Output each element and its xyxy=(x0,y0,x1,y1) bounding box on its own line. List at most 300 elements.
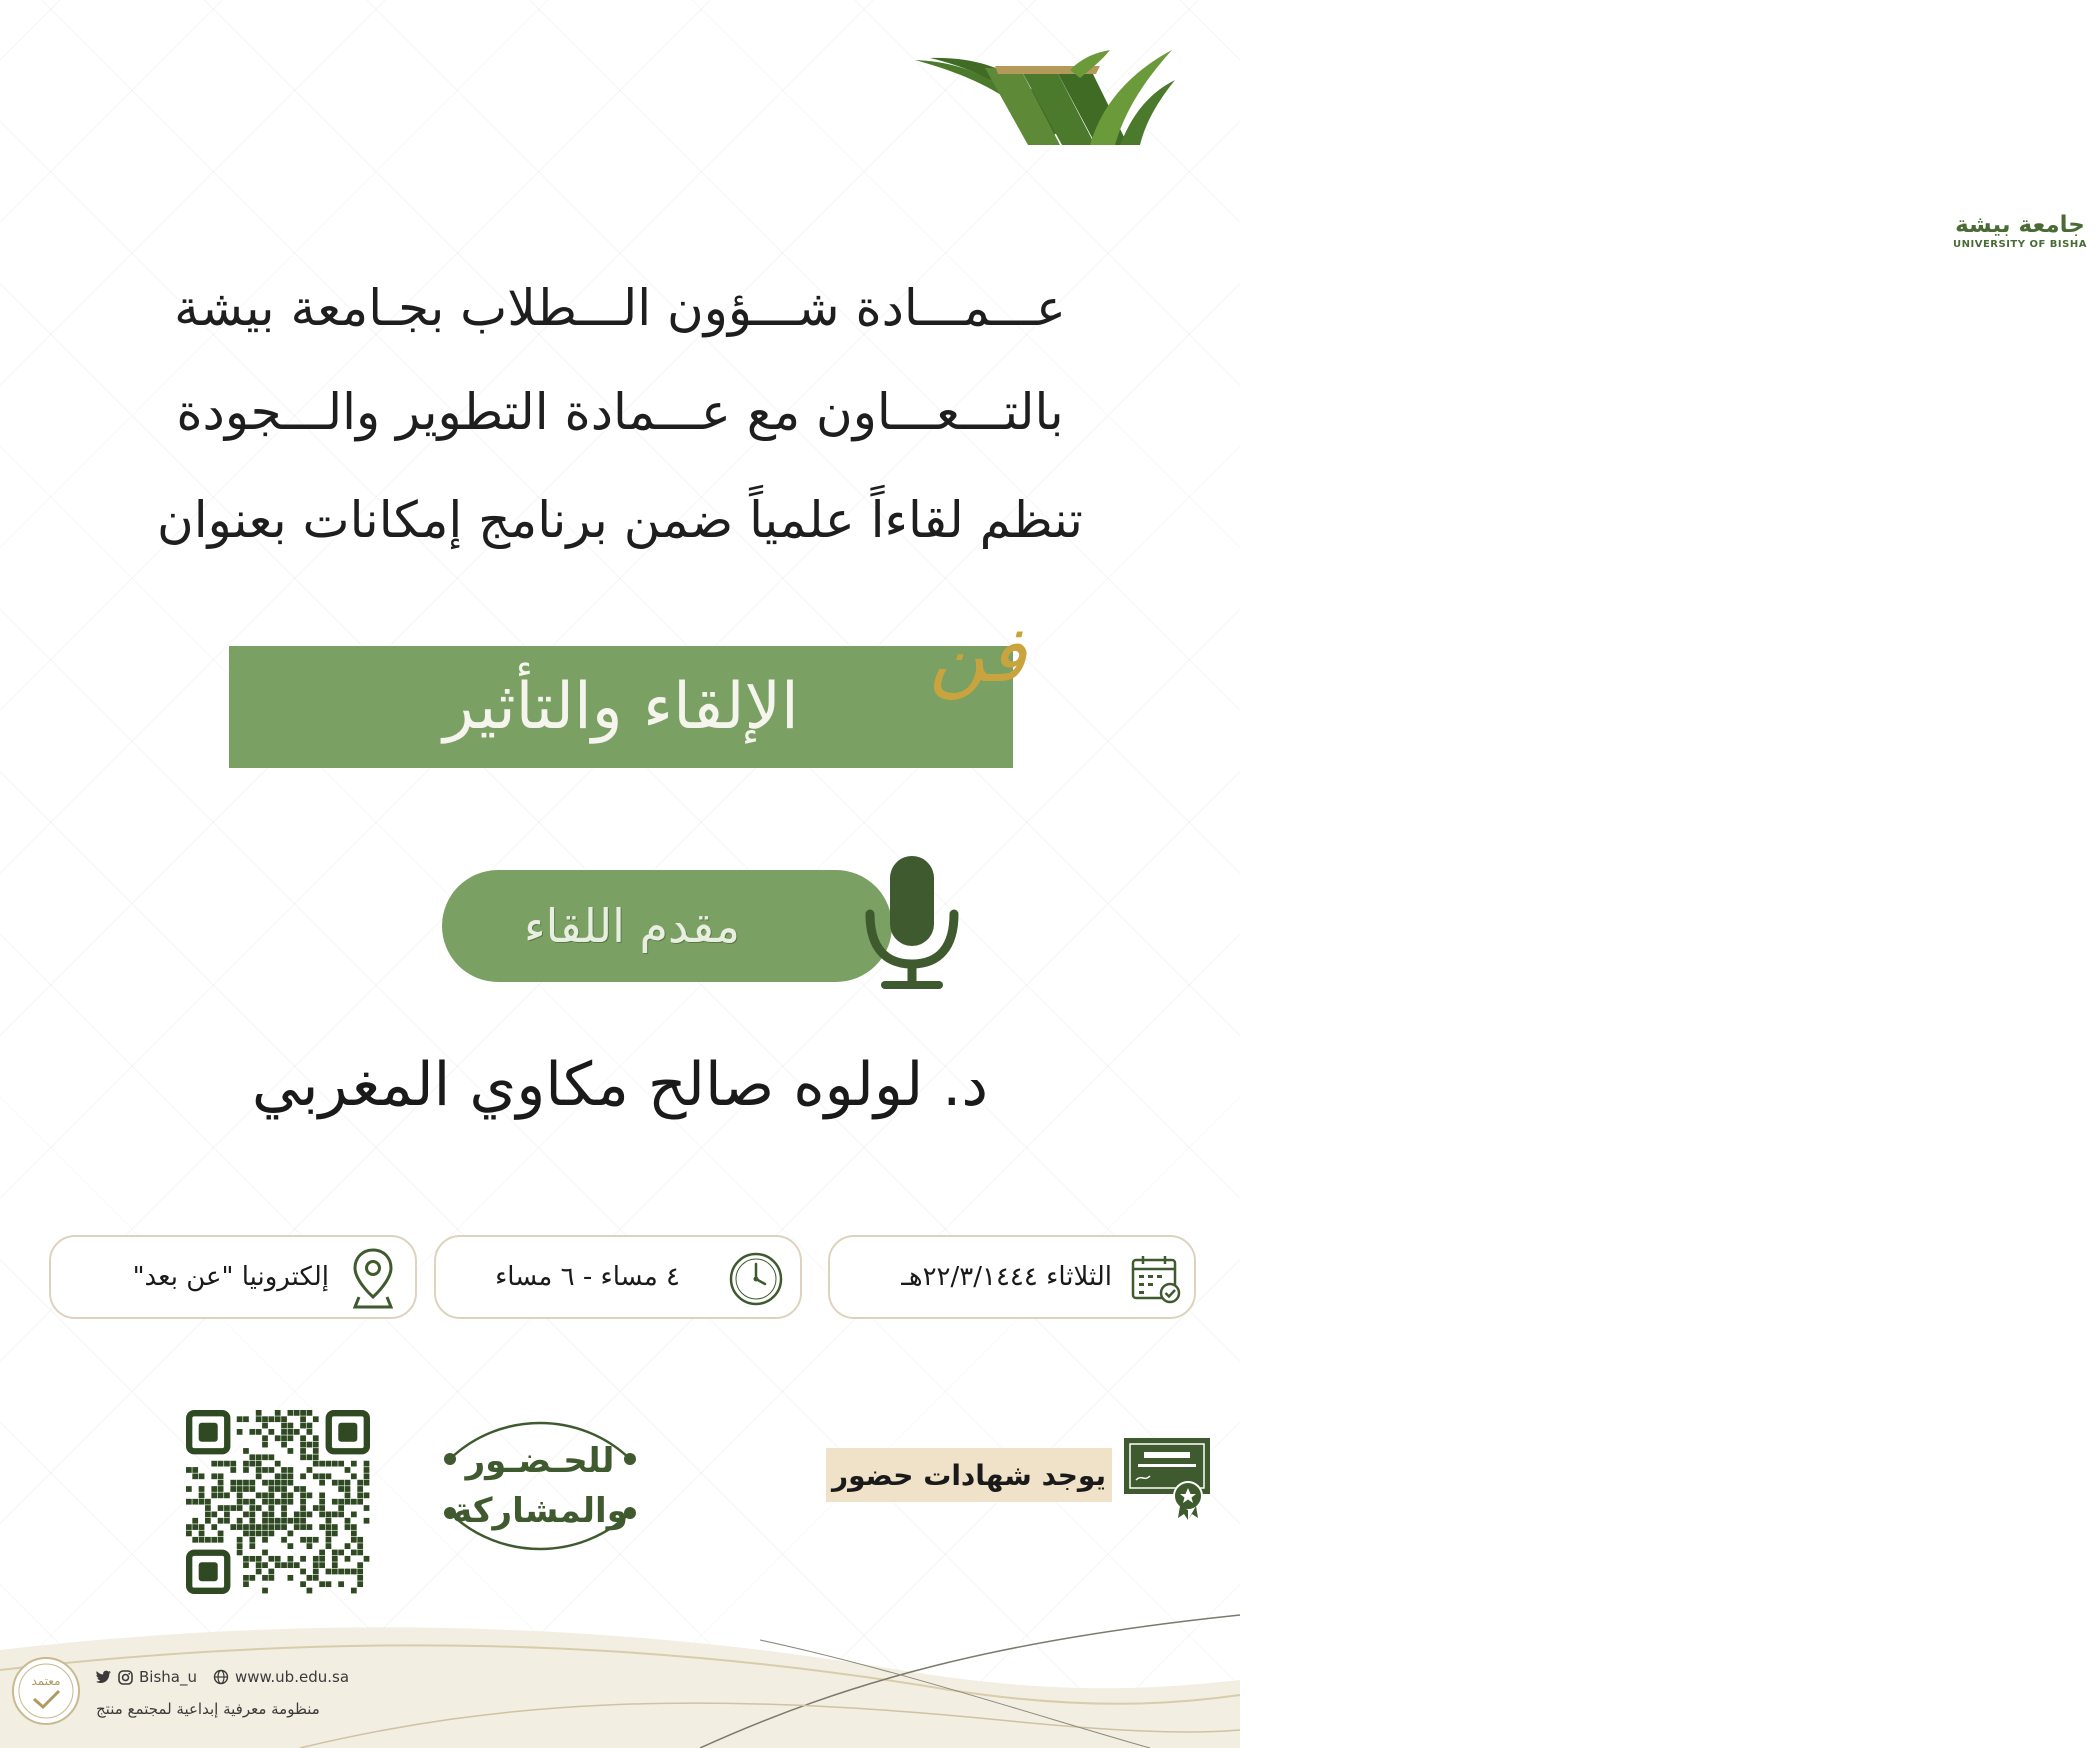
qr-module xyxy=(243,1467,249,1473)
qr-module xyxy=(364,1461,370,1467)
qr-module xyxy=(268,1531,274,1537)
qr-module xyxy=(268,1467,274,1473)
qr-module xyxy=(256,1467,262,1473)
qr-module xyxy=(230,1524,236,1530)
qr-module xyxy=(211,1461,217,1467)
qr-module xyxy=(237,1524,243,1530)
logo-leaves-icon xyxy=(910,50,1180,165)
qr-module xyxy=(307,1492,313,1498)
qr-module xyxy=(218,1518,224,1524)
qr-module xyxy=(281,1416,287,1422)
footer-slogan: منظومة معرفية إبداعية لمجتمع منتج xyxy=(96,1700,320,1718)
qr-module xyxy=(262,1467,268,1473)
qr-module xyxy=(256,1492,262,1498)
qr-module xyxy=(281,1505,287,1511)
qr-module xyxy=(211,1512,217,1518)
qr-module xyxy=(211,1492,217,1498)
qr-module xyxy=(326,1512,332,1518)
qr-module xyxy=(338,1581,344,1587)
qr-module xyxy=(288,1467,294,1473)
qr-module xyxy=(262,1524,268,1530)
qr-module xyxy=(211,1486,217,1492)
university-logo xyxy=(910,50,2087,250)
qr-module xyxy=(345,1467,351,1473)
qr-module xyxy=(237,1505,243,1511)
qr-module xyxy=(326,1569,332,1575)
qr-module xyxy=(332,1550,338,1556)
logo-english-name: UNIVERSITY OF BISHA xyxy=(1953,239,2087,250)
qr-module xyxy=(300,1442,306,1448)
qr-module xyxy=(319,1524,325,1530)
qr-module xyxy=(275,1473,281,1479)
qr-module xyxy=(281,1562,287,1568)
qr-module xyxy=(300,1581,306,1587)
qr-module xyxy=(262,1423,268,1429)
qr-module xyxy=(288,1429,294,1435)
qr-module xyxy=(205,1505,211,1511)
qr-module xyxy=(249,1531,255,1537)
qr-module xyxy=(281,1486,287,1492)
qr-module xyxy=(313,1569,319,1575)
qr-module xyxy=(338,1505,344,1511)
qr-module xyxy=(281,1524,287,1530)
qr-module xyxy=(364,1505,370,1511)
qr-module xyxy=(294,1518,300,1524)
qr-module xyxy=(300,1423,306,1429)
qr-module xyxy=(281,1435,287,1441)
qr-module xyxy=(288,1518,294,1524)
info-time-text: ٤ مساء - ٦ مساء xyxy=(495,1262,680,1292)
qr-module xyxy=(357,1562,363,1568)
qr-module xyxy=(288,1575,294,1581)
qr-module xyxy=(249,1518,255,1524)
clock-icon xyxy=(728,1251,784,1307)
qr-module xyxy=(345,1480,351,1486)
qr-module xyxy=(192,1467,198,1473)
qr-module xyxy=(319,1499,325,1505)
qr-module xyxy=(351,1531,357,1537)
qr-module xyxy=(243,1556,249,1562)
qr-module xyxy=(319,1581,325,1587)
twitter-icon[interactable] xyxy=(96,1670,112,1684)
qr-module xyxy=(249,1575,255,1581)
qr-module xyxy=(256,1454,262,1460)
qr-module xyxy=(218,1473,224,1479)
qr-module xyxy=(319,1492,325,1498)
qr-module xyxy=(192,1499,198,1505)
qr-module xyxy=(288,1435,294,1441)
qr-module xyxy=(256,1562,262,1568)
qr-module xyxy=(243,1581,249,1587)
qr-module xyxy=(186,1524,192,1530)
qr-module xyxy=(205,1518,211,1524)
qr-module xyxy=(186,1467,192,1473)
qr-module xyxy=(281,1473,287,1479)
qr-module xyxy=(262,1562,268,1568)
qr-module xyxy=(364,1467,370,1473)
qr-module xyxy=(307,1588,313,1594)
qr-module xyxy=(237,1518,243,1524)
qr-module xyxy=(262,1454,268,1460)
qr-module xyxy=(268,1556,274,1562)
qr-module xyxy=(326,1531,332,1537)
qr-module xyxy=(288,1410,294,1416)
qr-module xyxy=(300,1569,306,1575)
qr-module xyxy=(237,1537,243,1543)
qr-module xyxy=(351,1537,357,1543)
qr-module xyxy=(338,1486,344,1492)
info-date-text: الثلاثاء ٢٢/٣/١٤٤٤هـ xyxy=(901,1262,1112,1292)
qr-module xyxy=(262,1588,268,1594)
qr-module xyxy=(262,1492,268,1498)
qr-module xyxy=(332,1556,338,1562)
qr-module xyxy=(192,1518,198,1524)
qr-module xyxy=(288,1543,294,1549)
qr-module xyxy=(199,1499,205,1505)
qr-module xyxy=(332,1569,338,1575)
qr-finder-center xyxy=(199,1562,218,1581)
qr-module xyxy=(199,1486,205,1492)
qr-module xyxy=(262,1575,268,1581)
qr-module xyxy=(268,1575,274,1581)
qr-module xyxy=(218,1537,224,1543)
qr-module xyxy=(288,1480,294,1486)
qr-module xyxy=(268,1518,274,1524)
certificate-icon xyxy=(1122,1436,1212,1520)
accreditation-badge xyxy=(10,1655,82,1727)
qr-module xyxy=(351,1499,357,1505)
attendance-badge xyxy=(440,1415,640,1565)
qr-module xyxy=(243,1416,249,1422)
qr-module xyxy=(338,1461,344,1467)
qr-module xyxy=(300,1410,306,1416)
qr-module xyxy=(268,1569,274,1575)
qr-module xyxy=(300,1499,306,1505)
title-text: الإلقاء والتأثير xyxy=(443,670,799,744)
qr-module xyxy=(275,1486,281,1492)
qr-module xyxy=(300,1556,306,1562)
qr-module xyxy=(256,1429,262,1435)
qr-module xyxy=(313,1416,319,1422)
qr-module xyxy=(357,1480,363,1486)
qr-module xyxy=(275,1524,281,1530)
qr-module xyxy=(262,1499,268,1505)
info-time-box xyxy=(434,1235,802,1319)
qr-module xyxy=(313,1473,319,1479)
presenter-pill xyxy=(442,870,892,982)
qr-module xyxy=(256,1524,262,1530)
qr-finder-center xyxy=(338,1423,357,1442)
qr-module xyxy=(205,1537,211,1543)
qr-module xyxy=(262,1537,268,1543)
footer-website[interactable]: www.ub.edu.sa xyxy=(234,1668,350,1686)
qr-module xyxy=(230,1505,236,1511)
qr-module xyxy=(218,1531,224,1537)
qr-module xyxy=(307,1575,313,1581)
qr-module xyxy=(256,1569,262,1575)
qr-module xyxy=(281,1518,287,1524)
qr-module xyxy=(281,1499,287,1505)
qr-module xyxy=(294,1429,300,1435)
qr-module xyxy=(268,1524,274,1530)
qr-module xyxy=(326,1473,332,1479)
qr-module xyxy=(319,1512,325,1518)
qr-module xyxy=(357,1569,363,1575)
qr-module xyxy=(288,1448,294,1454)
qr-module xyxy=(307,1543,313,1549)
qr-module xyxy=(237,1543,243,1549)
qr-module xyxy=(364,1518,370,1524)
qr-module xyxy=(300,1518,306,1524)
qr-module xyxy=(275,1499,281,1505)
qr-module xyxy=(275,1562,281,1568)
footer-twitter-handle[interactable]: Bisha_u xyxy=(139,1668,197,1686)
location-pin-icon xyxy=(351,1247,395,1311)
qr-module xyxy=(294,1410,300,1416)
qr-module xyxy=(256,1410,262,1416)
qr-module xyxy=(249,1454,255,1460)
qr-module xyxy=(294,1562,300,1568)
qr-module xyxy=(243,1512,249,1518)
title-prefix xyxy=(880,600,1075,710)
qr-module xyxy=(256,1416,262,1422)
qr-module xyxy=(256,1473,262,1479)
qr-module xyxy=(307,1442,313,1448)
attendance-arcs xyxy=(440,1415,640,1565)
qr-module xyxy=(249,1512,255,1518)
qr-module xyxy=(300,1492,306,1498)
qr-module xyxy=(300,1473,306,1479)
qr-module xyxy=(332,1499,338,1505)
qr-module xyxy=(275,1410,281,1416)
qr-module xyxy=(300,1416,306,1422)
qr-module xyxy=(319,1461,325,1467)
qr-module xyxy=(345,1486,351,1492)
qr-module xyxy=(262,1480,268,1486)
qr-module xyxy=(262,1531,268,1537)
qr-module xyxy=(326,1461,332,1467)
qr-module xyxy=(364,1492,370,1498)
qr-module xyxy=(326,1537,332,1543)
qr-module xyxy=(288,1562,294,1568)
qr-module xyxy=(281,1467,287,1473)
qr-module xyxy=(268,1429,274,1435)
qr-module xyxy=(281,1512,287,1518)
qr-module xyxy=(249,1556,255,1562)
qr-module xyxy=(256,1531,262,1537)
qr-module xyxy=(281,1537,287,1543)
qr-module xyxy=(288,1499,294,1505)
qr-module xyxy=(275,1461,281,1467)
qr-module xyxy=(275,1480,281,1486)
qr-module xyxy=(249,1505,255,1511)
qr-module xyxy=(313,1435,319,1441)
qr-module xyxy=(199,1473,205,1479)
qr-module xyxy=(268,1492,274,1498)
presenter-label: مقدم اللقاء xyxy=(523,899,741,953)
qr-module xyxy=(262,1416,268,1422)
qr-module xyxy=(332,1480,338,1486)
qr-module xyxy=(256,1505,262,1511)
qr-module xyxy=(313,1454,319,1460)
qr-module xyxy=(313,1575,319,1581)
qr-module xyxy=(313,1448,319,1454)
qr-module xyxy=(319,1556,325,1562)
qr-module xyxy=(237,1429,243,1435)
qr-module xyxy=(294,1524,300,1530)
qr-module xyxy=(275,1416,281,1422)
qr-module xyxy=(300,1486,306,1492)
qr-module xyxy=(300,1537,306,1543)
presenter-name: د. لولوه صالح مكاوي المغربي xyxy=(251,1050,989,1120)
qr-module xyxy=(338,1499,344,1505)
qr-module xyxy=(186,1531,192,1537)
qr-module xyxy=(230,1467,236,1473)
qr-module xyxy=(192,1524,198,1530)
qr-module xyxy=(288,1492,294,1498)
qr-module xyxy=(249,1486,255,1492)
qr-module xyxy=(224,1512,230,1518)
qr-module xyxy=(237,1492,243,1498)
microphone-icon xyxy=(855,852,965,992)
qr-module xyxy=(357,1543,363,1549)
qr-module xyxy=(288,1423,294,1429)
qr-module xyxy=(275,1556,281,1562)
qr-module xyxy=(268,1512,274,1518)
qr-module xyxy=(357,1486,363,1492)
qr-module xyxy=(205,1499,211,1505)
qr-module xyxy=(281,1423,287,1429)
qr-module xyxy=(332,1524,338,1530)
qr-module xyxy=(237,1499,243,1505)
qr-module xyxy=(218,1486,224,1492)
qr-module xyxy=(243,1531,249,1537)
qr-module xyxy=(313,1505,319,1511)
qr-module xyxy=(243,1480,249,1486)
qr-module xyxy=(249,1429,255,1435)
logo-arabic-name: جامعة بيشة xyxy=(1955,212,2085,238)
qr-module xyxy=(351,1588,357,1594)
qr-module xyxy=(307,1524,313,1530)
qr-module xyxy=(351,1524,357,1530)
qr-module xyxy=(237,1416,243,1422)
qr-module xyxy=(351,1461,357,1467)
qr-module xyxy=(307,1410,313,1416)
footer-links xyxy=(96,1668,349,1686)
qr-module xyxy=(249,1461,255,1467)
qr-module xyxy=(249,1480,255,1486)
qr-module xyxy=(262,1435,268,1441)
qr-module xyxy=(307,1454,313,1460)
qr-module xyxy=(281,1480,287,1486)
qr-module xyxy=(338,1569,344,1575)
qr-module xyxy=(319,1473,325,1479)
qr-module xyxy=(237,1480,243,1486)
qr-module xyxy=(364,1556,370,1562)
qr-module xyxy=(351,1569,357,1575)
qr-module xyxy=(256,1556,262,1562)
qr-module xyxy=(224,1505,230,1511)
qr-module xyxy=(281,1492,287,1498)
qr-module xyxy=(211,1524,217,1530)
badge-text: معتمد xyxy=(31,1674,61,1688)
qr-module xyxy=(319,1562,325,1568)
qr-module xyxy=(224,1461,230,1467)
qr-module xyxy=(186,1499,192,1505)
qr-module xyxy=(338,1550,344,1556)
qr-module xyxy=(313,1537,319,1543)
qr-code[interactable] xyxy=(186,1410,370,1594)
qr-module xyxy=(313,1442,319,1448)
qr-module xyxy=(345,1524,351,1530)
qr-module xyxy=(357,1575,363,1581)
qr-module xyxy=(307,1467,313,1473)
qr-module xyxy=(256,1461,262,1467)
qr-module xyxy=(262,1512,268,1518)
qr-module xyxy=(345,1492,351,1498)
qr-module xyxy=(338,1480,344,1486)
qr-module xyxy=(268,1505,274,1511)
qr-module xyxy=(268,1486,274,1492)
qr-module xyxy=(268,1454,274,1460)
qr-module xyxy=(332,1562,338,1568)
attendance-line-1: للحـضـور xyxy=(465,1441,615,1481)
qr-module xyxy=(288,1473,294,1479)
attendance-line-2: والمشاركة xyxy=(452,1491,628,1531)
certificates-label: يوجد شهادات حضور xyxy=(826,1448,1112,1502)
heading-line-1: عـــمـــادة شـــؤون الـــطلاب بجـامعة بيشة xyxy=(174,279,1066,337)
qr-module xyxy=(243,1486,249,1492)
qr-module xyxy=(281,1442,287,1448)
qr-module xyxy=(357,1537,363,1543)
qr-module xyxy=(237,1486,243,1492)
qr-module xyxy=(199,1492,205,1498)
qr-module xyxy=(249,1543,255,1549)
heading-line-2: بالتـــعـــاون مع عـــمادة التطوير والـــجودة xyxy=(176,383,1064,441)
qr-module xyxy=(345,1518,351,1524)
qr-module xyxy=(199,1531,205,1537)
qr-module xyxy=(364,1473,370,1479)
qr-module xyxy=(288,1531,294,1537)
qr-module xyxy=(262,1518,268,1524)
qr-module xyxy=(300,1512,306,1518)
qr-module xyxy=(313,1461,319,1467)
qr-module xyxy=(218,1461,224,1467)
qr-module xyxy=(307,1512,313,1518)
qr-module xyxy=(186,1486,192,1492)
qr-finder-center xyxy=(199,1423,218,1442)
qr-module xyxy=(326,1581,332,1587)
qr-module xyxy=(243,1575,249,1581)
qr-module xyxy=(218,1492,224,1498)
qr-module xyxy=(307,1537,313,1543)
qr-module xyxy=(199,1524,205,1530)
qr-module xyxy=(211,1537,217,1543)
qr-module xyxy=(300,1454,306,1460)
qr-module xyxy=(326,1543,332,1549)
qr-module xyxy=(249,1499,255,1505)
qr-module xyxy=(262,1442,268,1448)
qr-module xyxy=(192,1473,198,1479)
qr-module xyxy=(281,1429,287,1435)
info-location-text: إلكترونيا "عن بعد" xyxy=(132,1262,329,1292)
qr-module xyxy=(243,1461,249,1467)
qr-module xyxy=(319,1550,325,1556)
qr-module xyxy=(351,1512,357,1518)
qr-module xyxy=(211,1473,217,1479)
qr-module xyxy=(243,1562,249,1568)
instagram-icon[interactable] xyxy=(118,1670,133,1685)
